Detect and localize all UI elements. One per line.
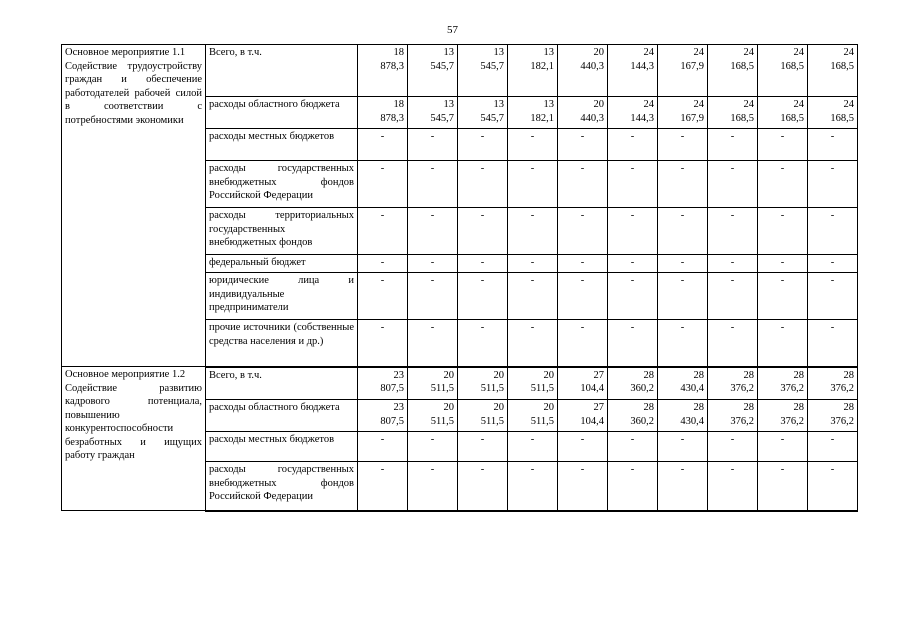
funding-source-cell: юридические лица и индивидуальные предприниматели [206,273,358,320]
value-cell: - [558,273,608,320]
funding-source-cell: расходы местных бюджетов [206,432,358,462]
value-cell: - [808,255,858,273]
value-thousands: 18 [393,99,404,110]
value-thousands: 28 [743,369,754,381]
value-cell [658,367,708,400]
value-cell: - [658,161,708,208]
value-cell: - [808,208,858,255]
value-cell [358,45,408,97]
value-cell: - [358,208,408,255]
value-remainder: 545,7 [430,112,454,124]
value-thousands: 24 [743,99,754,110]
value-cell: - [408,273,458,320]
value-remainder: 511,5 [480,383,504,394]
value-cell: - [358,161,408,208]
value-cell: - [708,255,758,273]
value-cell: - [708,462,758,511]
value-thousands: 24 [643,99,654,110]
value-cell: - [558,462,608,511]
value-thousands: 28 [693,369,704,381]
value-cell [658,45,708,97]
value-cell [408,400,458,432]
value-thousands: 13 [443,99,454,110]
value-cell [558,45,608,97]
value-remainder: 430,4 [680,383,704,394]
value-thousands: 28 [793,369,804,381]
value-cell: - [608,320,658,367]
value-thousands: 24 [843,99,854,110]
value-cell: - [558,161,608,208]
value-remainder: 878,3 [380,60,404,72]
value-remainder: 376,2 [780,415,804,427]
value-cell: - [408,432,458,462]
value-cell: - [708,161,758,208]
value-thousands: 27 [593,402,604,413]
value-cell: - [608,255,658,273]
value-cell: - [658,320,708,367]
activity-cell [62,45,206,367]
value-cell [708,97,758,129]
value-cell: - [658,462,708,511]
funding-source-cell: расходы территориальных государственных внебюджетных фондов [206,208,358,255]
value-remainder: 168,5 [780,112,804,124]
value-cell [758,45,808,97]
value-cell [708,45,758,97]
funding-source-cell: расходы государственных внебюджетных фондов Российской Федерации [206,161,358,208]
budget-table [61,44,858,512]
value-thousands: 23 [393,402,404,413]
value-thousands: 20 [543,369,554,381]
value-cell: - [508,462,558,511]
value-cell: - [508,255,558,273]
value-thousands: 27 [593,369,604,381]
value-cell [758,400,808,432]
value-remainder: 430,4 [680,415,704,427]
value-thousands: 24 [693,47,704,58]
value-cell: - [758,320,808,367]
value-cell [458,45,508,97]
value-cell [758,97,808,129]
value-remainder: 511,5 [480,415,504,427]
value-thousands: 24 [743,47,754,58]
value-cell: - [758,161,808,208]
value-thousands: 20 [493,369,504,381]
page-number: 57 [447,24,458,36]
value-thousands: 13 [543,99,554,110]
value-cell [458,367,508,400]
value-cell [458,97,508,129]
value-cell [408,45,458,97]
value-cell: - [758,462,808,511]
value-cell [608,45,658,97]
value-cell: - [758,432,808,462]
value-remainder: 167,9 [680,60,704,72]
value-cell: - [458,320,508,367]
value-cell [608,367,658,400]
value-cell [558,400,608,432]
value-cell: - [358,255,408,273]
value-thousands: 13 [493,47,504,58]
value-cell: - [508,208,558,255]
value-cell: - [358,129,408,161]
value-cell: - [808,432,858,462]
value-cell: - [708,432,758,462]
value-cell: - [458,273,508,320]
value-remainder: 168,5 [730,112,754,124]
value-remainder: 511,5 [530,415,554,427]
value-thousands: 28 [743,402,754,413]
value-thousands: 28 [643,369,654,381]
value-thousands: 28 [793,402,804,413]
value-remainder: 144,3 [630,112,654,124]
value-thousands: 20 [543,402,554,413]
value-cell [458,400,508,432]
value-remainder: 376,2 [830,415,854,427]
table-row [62,45,858,97]
value-thousands: 24 [643,47,654,58]
value-thousands: 24 [843,47,854,58]
value-cell: - [408,129,458,161]
value-cell [408,367,458,400]
value-cell: - [508,129,558,161]
value-cell: - [458,462,508,511]
value-cell: - [358,273,408,320]
value-cell [508,400,558,432]
value-cell: - [458,432,508,462]
value-cell [408,97,458,129]
value-cell: - [408,320,458,367]
activity-title: Основное мероприятие 1.1 [65,47,186,58]
value-thousands: 20 [493,402,504,413]
value-cell: - [508,320,558,367]
funding-source-cell: расходы областного бюджета [206,400,358,432]
value-cell: - [558,432,608,462]
value-cell: - [758,129,808,161]
value-remainder: 182,1 [530,60,554,72]
funding-source-cell: федеральный бюджет [206,255,358,273]
value-remainder: 360,2 [630,383,654,394]
value-remainder: 167,9 [680,112,704,124]
value-cell: - [808,462,858,511]
value-cell: - [708,208,758,255]
value-remainder: 545,7 [480,60,504,72]
value-remainder: 376,2 [730,415,754,427]
value-cell: - [558,208,608,255]
value-thousands: 28 [843,369,854,381]
value-cell [658,97,708,129]
value-remainder: 545,7 [480,112,504,124]
value-cell [808,97,858,129]
value-cell: - [408,208,458,255]
value-cell: - [508,432,558,462]
value-remainder: 440,3 [580,60,604,72]
value-cell [358,400,408,432]
value-cell: - [558,129,608,161]
value-cell [508,367,558,400]
value-remainder: 376,2 [780,383,804,394]
value-thousands: 18 [393,47,404,58]
value-remainder: 104,4 [580,415,604,427]
value-cell: - [358,432,408,462]
funding-source-cell: Всего, в т.ч. [206,367,358,400]
value-remainder: 376,2 [830,383,854,394]
value-remainder: 376,2 [730,383,754,394]
value-cell: - [458,129,508,161]
value-remainder: 807,5 [380,383,404,394]
value-cell [358,97,408,129]
value-cell [808,367,858,400]
value-cell [658,400,708,432]
value-cell [558,97,608,129]
value-cell: - [708,320,758,367]
value-cell [358,367,408,400]
value-cell [508,97,558,129]
activity-cell [62,367,206,511]
value-cell: - [658,208,708,255]
value-remainder: 807,5 [380,415,404,427]
value-cell [558,367,608,400]
value-cell: - [458,161,508,208]
value-remainder: 168,5 [730,60,754,72]
value-thousands: 20 [443,369,454,381]
value-thousands: 24 [693,99,704,110]
activity-title: Основное мероприятие 1.2 [65,369,186,380]
value-thousands: 24 [793,99,804,110]
value-remainder: 182,1 [530,112,554,124]
value-cell: - [758,208,808,255]
value-thousands: 13 [493,99,504,110]
value-cell: - [708,129,758,161]
activity-description: Содействие трудоустройству граждан и обеспечение работодателей рабочей силой в соответствии с потребностями экономики [65,60,202,126]
value-cell: - [608,208,658,255]
value-cell: - [608,273,658,320]
value-cell [758,367,808,400]
value-cell: - [458,208,508,255]
value-cell: - [558,255,608,273]
value-cell: - [708,273,758,320]
value-cell: - [808,129,858,161]
value-cell [508,45,558,97]
value-cell: - [608,161,658,208]
value-cell: - [408,255,458,273]
value-cell: - [658,129,708,161]
value-cell [608,97,658,129]
value-cell: - [508,273,558,320]
value-cell: - [358,462,408,511]
value-remainder: 168,5 [830,60,854,72]
table-row [62,367,858,400]
value-cell: - [758,255,808,273]
value-cell: - [508,161,558,208]
value-cell: - [458,255,508,273]
value-remainder: 360,2 [630,415,654,427]
funding-source-cell: расходы государственных внебюджетных фондов Российской Федерации [206,462,358,511]
funding-source-cell: расходы областного бюджета [206,97,358,129]
value-cell: - [808,273,858,320]
budget-table-body [62,45,858,511]
value-thousands: 20 [593,47,604,58]
value-remainder: 511,5 [530,383,554,394]
value-cell: - [358,320,408,367]
value-thousands: 13 [543,47,554,58]
value-remainder: 168,5 [780,60,804,72]
value-remainder: 878,3 [380,112,404,124]
value-remainder: 144,3 [630,60,654,72]
value-cell [608,400,658,432]
value-remainder: 545,7 [430,60,454,72]
value-cell: - [758,273,808,320]
value-cell: - [558,320,608,367]
value-cell [708,367,758,400]
value-cell [708,400,758,432]
value-remainder: 511,5 [430,383,454,394]
value-thousands: 28 [843,402,854,413]
value-thousands: 28 [693,402,704,413]
value-thousands: 20 [443,402,454,413]
value-cell: - [608,432,658,462]
value-remainder: 440,3 [580,112,604,124]
value-thousands: 13 [443,47,454,58]
value-thousands: 24 [793,47,804,58]
value-remainder: 511,5 [430,415,454,427]
value-cell: - [658,255,708,273]
value-cell [808,45,858,97]
value-thousands: 20 [593,99,604,110]
value-cell: - [408,161,458,208]
funding-source-cell: расходы местных бюджетов [206,129,358,161]
funding-source-cell: прочие источники (собственные средства населения и др.) [206,320,358,367]
value-cell: - [808,161,858,208]
value-cell: - [608,462,658,511]
activity-description: Содействие развитию кадрового потенциала, повышению конкурентоспособности безработных и ищущих работу граждан [65,382,202,461]
value-cell: - [658,273,708,320]
value-cell: - [608,129,658,161]
value-remainder: 104,4 [580,383,604,394]
funding-source-cell: Всего, в т.ч. [206,45,358,97]
value-remainder: 168,5 [830,112,854,124]
value-thousands: 28 [643,402,654,413]
value-cell: - [808,320,858,367]
value-cell: - [408,462,458,511]
value-thousands: 23 [393,369,404,381]
value-cell [808,400,858,432]
value-cell: - [658,432,708,462]
